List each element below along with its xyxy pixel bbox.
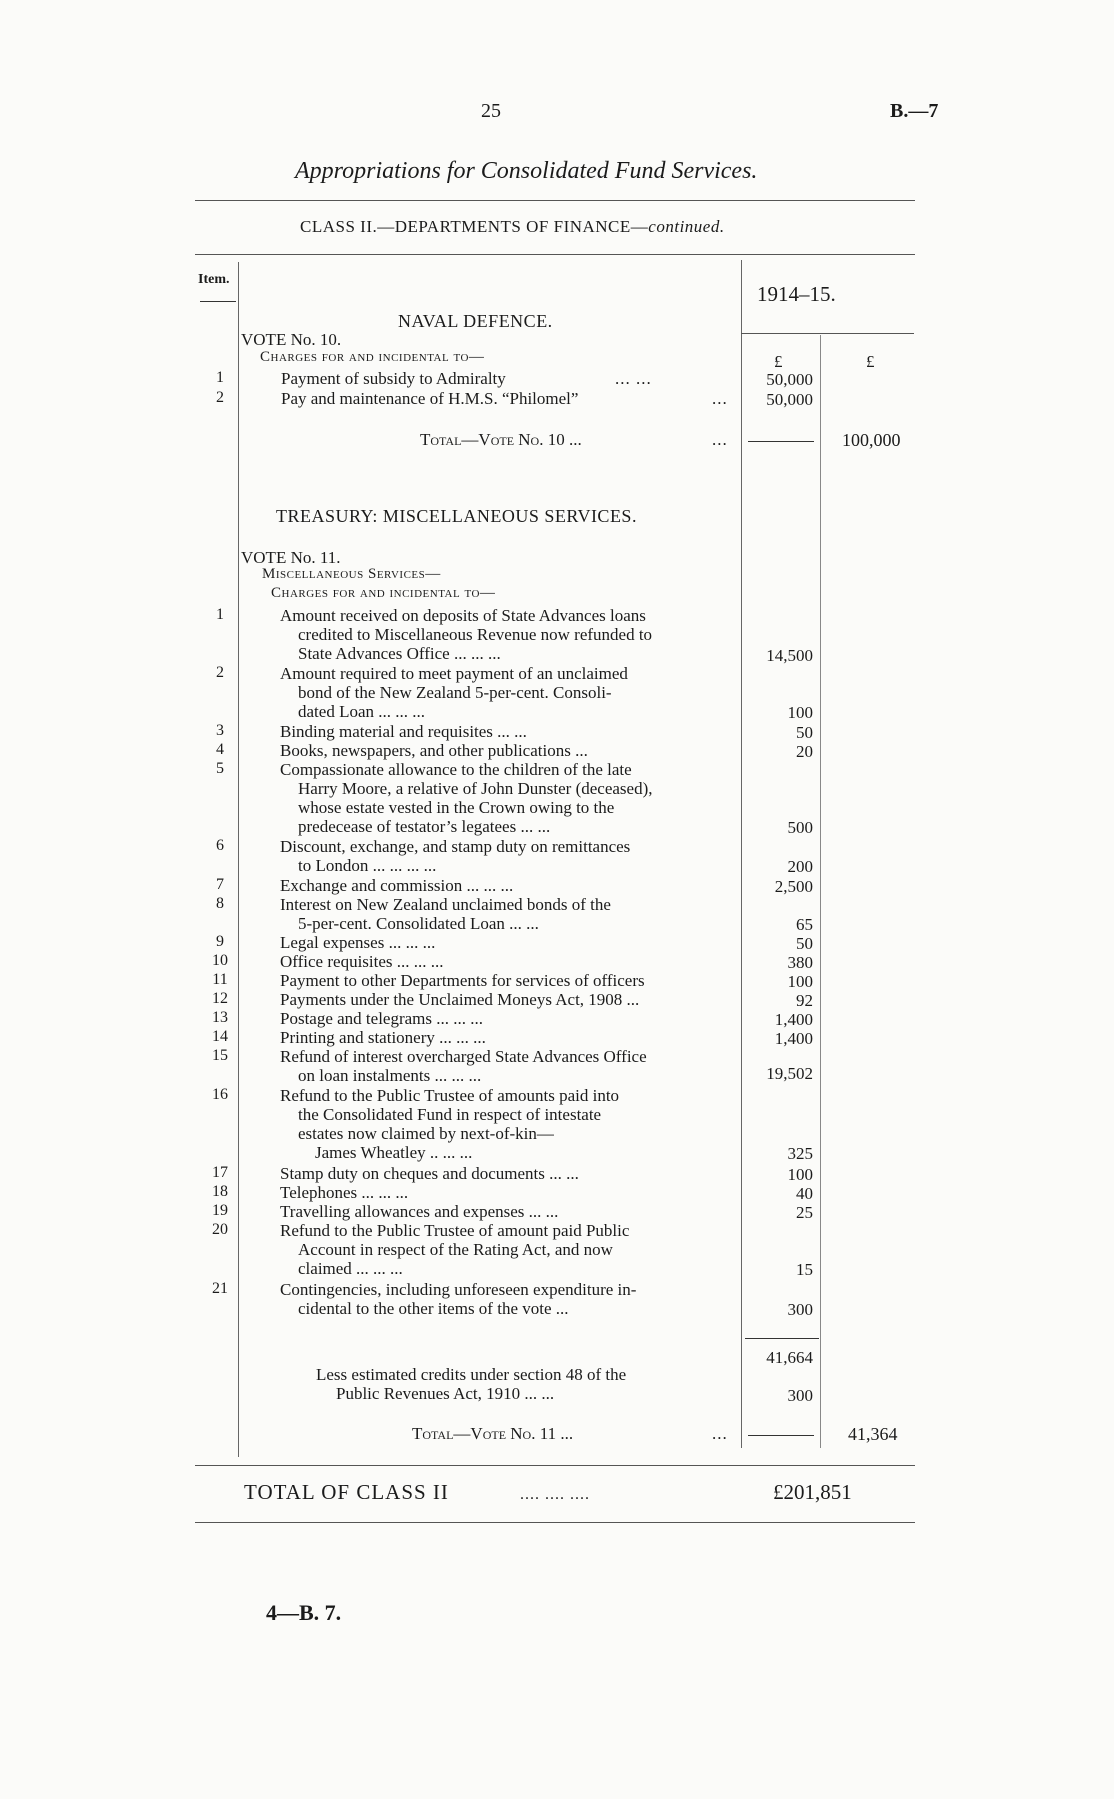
treasury-item-description-line: Payments under the Unclaimed Moneys Act, 1908 ...: [280, 990, 640, 1009]
item-column-label: Item.: [198, 272, 230, 287]
vote-10-total-dash: [748, 441, 814, 442]
treasury-item-amount: 100: [787, 1165, 813, 1184]
vote-11-label: VOTE No. 11.: [241, 548, 341, 567]
treasury-heading: TREASURY: MISCELLANEOUS SERVICES.: [276, 506, 637, 526]
treasury-item-description-line: whose estate vested in the Crown owing to the: [298, 798, 615, 817]
treasury-item-description-line: the Consolidated Fund in respect of intestate: [298, 1105, 602, 1124]
naval-item-number: 2: [216, 389, 224, 406]
treasury-item-number: 5: [216, 760, 224, 777]
treasury-item-description-line: Amount received on deposits of State Advances loans: [280, 606, 646, 625]
treasury-item-description-line: Printing and stationery ... ... ...: [280, 1028, 486, 1047]
treasury-item-description-line: on loan instalments ... ... ...: [298, 1066, 482, 1085]
treasury-item-number: 14: [212, 1028, 228, 1045]
pound-sign-1: £: [774, 352, 783, 371]
naval-item-description: Pay and maintenance of H.M.S. “Philomel”: [281, 389, 579, 408]
treasury-item-description-line: Office requisites ... ... ...: [280, 952, 444, 971]
vote-11-total-amount: 41,364: [848, 1424, 898, 1444]
treasury-item-description-line: to London ... ... ... ...: [298, 856, 437, 875]
treasury-item-description-line: Legal expenses ... ... ...: [280, 933, 436, 952]
treasury-item-description-line: State Advances Office ... ... ...: [298, 644, 501, 663]
treasury-item-number: 7: [216, 876, 224, 893]
treasury-item-number: 1: [216, 606, 224, 623]
treasury-item-amount: 50: [796, 723, 813, 742]
treasury-item-description-line: Travelling allowances and expenses ... ...: [280, 1202, 559, 1221]
treasury-item-description-line: Payment to other Departments for services of officers: [280, 971, 645, 990]
treasury-item-description-line: James Wheatley .. ... ...: [315, 1143, 473, 1162]
subtotal-rule: [745, 1338, 819, 1339]
treasury-item-description-line: Contingencies, including unforeseen expenditure in-: [280, 1280, 637, 1299]
credits-line-1: Less estimated credits under section 48 of the: [316, 1365, 627, 1384]
treasury-item-description-line: credited to Miscellaneous Revenue now refunded to: [298, 625, 653, 644]
treasury-item-amount: 65: [796, 915, 813, 934]
treasury-item-number: 2: [216, 664, 224, 681]
class-total-label: TOTAL OF CLASS II: [244, 1480, 449, 1504]
vote-10-label: VOTE No. 10.: [241, 330, 342, 349]
treasury-item-description-line: Stamp duty on cheques and documents ... ...: [280, 1164, 579, 1183]
treasury-item-description-line: Exchange and commission ... ... ...: [280, 876, 514, 895]
page-title: Appropriations for Consolidated Fund Services.: [295, 158, 758, 184]
treasury-item-amount: 14,500: [766, 646, 813, 665]
treasury-item-amount: 1,400: [774, 1029, 813, 1048]
class-heading-continued: continued.: [648, 217, 725, 236]
naval-charges-label: Charges for and incidental to—: [260, 349, 485, 365]
treasury-item-number: 4: [216, 741, 224, 758]
class-total-bottom-rule: [195, 1522, 915, 1523]
treasury-item-amount: 25: [796, 1203, 813, 1222]
treasury-item-amount: 500: [787, 818, 813, 837]
treasury-item-number: 16: [212, 1086, 228, 1103]
class-total-top-rule: [195, 1465, 915, 1466]
naval-item-amount: 50,000: [766, 370, 813, 389]
naval-item-description: Payment of subsidy to Admiralty: [281, 369, 506, 388]
treasury-item-number: 12: [212, 990, 228, 1007]
treasury-item-description-line: Refund to the Public Trustee of amounts paid into: [280, 1086, 620, 1105]
treasury-item-number: 19: [212, 1202, 228, 1219]
treasury-item-amount: 200: [787, 857, 813, 876]
treasury-item-description-line: Refund to the Public Trustee of amount paid Public: [280, 1221, 630, 1240]
treasury-item-description-line: Account in respect of the Rating Act, and now: [298, 1240, 613, 1259]
class-heading-main: CLASS II.—DEPARTMENTS OF FINANCE—: [300, 217, 649, 236]
treasury-item-description-line: dated Loan ... ... ...: [298, 702, 425, 721]
class-total-amount: £201,851: [773, 1480, 852, 1504]
subtotal-amount: 41,664: [766, 1348, 813, 1367]
treasury-item-number: 3: [216, 722, 224, 739]
treasury-item-amount: 15: [796, 1260, 813, 1279]
title-rule: [195, 200, 915, 201]
vote-10-total-label: Total—Vote No. 10 ...: [420, 430, 582, 449]
treasury-item-description-line: Harry Moore, a relative of John Dunster (deceased),: [298, 779, 653, 798]
treasury-item-description-line: Postage and telegrams ... ... ...: [280, 1009, 484, 1028]
treasury-item-number: 15: [212, 1047, 228, 1064]
vote-10-total-dots: ...: [712, 430, 728, 449]
treasury-item-description-line: 5-per-cent. Consolidated Loan ... ...: [298, 914, 539, 933]
printer-signature: 4—B. 7.: [266, 1600, 342, 1625]
treasury-item-number: 17: [212, 1164, 228, 1181]
treasury-item-number: 18: [212, 1183, 228, 1200]
vote-11-total-dots: ...: [712, 1424, 728, 1443]
treasury-item-amount: 20: [796, 742, 813, 761]
treasury-item-amount: 380: [787, 953, 813, 972]
vote-11-total-dash: [748, 1435, 814, 1436]
treasury-item-amount: 40: [796, 1184, 813, 1203]
treasury-item-description-line: Interest on New Zealand unclaimed bonds of the: [280, 895, 611, 914]
vote-10-total-amount: 100,000: [842, 430, 901, 450]
naval-item-amount: 50,000: [766, 390, 813, 409]
class-heading: [300, 217, 725, 237]
treasury-item-amount: 1,400: [774, 1010, 813, 1029]
treasury-item-description-line: Telephones ... ... ...: [280, 1183, 409, 1202]
naval-item-dots: ... ...: [615, 369, 652, 388]
amount-column-divider: [741, 260, 742, 1448]
treasury-item-amount: 19,502: [766, 1064, 813, 1083]
treasury-item-description-line: Binding material and requisites ... ...: [280, 722, 527, 741]
year-rule: [741, 333, 914, 334]
treasury-item-amount: 100: [787, 972, 813, 991]
treasury-item-description-line: estates now claimed by next-of-kin—: [298, 1124, 554, 1143]
vote-11-total-label: Total—Vote No. 11 ...: [412, 1424, 574, 1443]
pound-sign-2: £: [866, 352, 875, 371]
table-top-rule: [195, 254, 915, 255]
treasury-item-amount: 92: [796, 991, 813, 1010]
treasury-item-number: 21: [212, 1280, 228, 1297]
treasury-item-amount: 2,500: [774, 877, 813, 896]
treasury-item-amount: 50: [796, 934, 813, 953]
page-number: 25: [481, 100, 501, 122]
total-column-divider: [820, 335, 821, 1448]
item-label-rule: [200, 301, 236, 302]
item-column-divider: [238, 262, 239, 1457]
treasury-item-description-line: cidental to the other items of the vote ...: [298, 1299, 569, 1318]
treasury-item-number: 6: [216, 837, 224, 854]
credits-line-2: Public Revenues Act, 1910 ... ...: [336, 1384, 555, 1403]
treasury-item-description-line: predecease of testator’s legatees ... ...: [298, 817, 551, 836]
credits-amount: 300: [787, 1386, 813, 1405]
class-total-dots: .... .... ....: [520, 1486, 590, 1503]
naval-item-number: 1: [216, 369, 224, 386]
treasury-item-description-line: bond of the New Zealand 5-per-cent. Consoli-: [298, 683, 612, 702]
treasury-item-number: 9: [216, 933, 224, 950]
treasury-item-amount: 325: [787, 1144, 813, 1163]
treasury-item-amount: 100: [787, 703, 813, 722]
treasury-item-description-line: claimed ... ... ...: [298, 1259, 403, 1278]
treasury-item-number: 11: [212, 971, 228, 988]
treasury-item-amount: 300: [787, 1300, 813, 1319]
treasury-charges-label: Charges for and incidental to—: [271, 585, 496, 601]
treasury-item-description-line: Refund of interest overcharged State Advances Office: [280, 1047, 647, 1066]
treasury-item-description-line: Amount required to meet payment of an unclaimed: [280, 664, 628, 683]
treasury-item-description-line: Compassionate allowance to the children of the late: [280, 760, 632, 779]
treasury-item-description-line: Books, newspapers, and other publications ...: [280, 741, 588, 760]
treasury-item-number: 13: [212, 1009, 228, 1026]
treasury-item-number: 20: [212, 1221, 228, 1238]
document-reference: B.—7: [890, 100, 939, 122]
treasury-item-description-line: Discount, exchange, and stamp duty on remittances: [280, 837, 631, 856]
naval-defence-heading: NAVAL DEFENCE.: [398, 311, 553, 331]
treasury-item-number: 8: [216, 895, 224, 912]
year-heading: 1914–15.: [757, 282, 836, 306]
treasury-item-number: 10: [212, 952, 228, 969]
naval-item-dots: ...: [712, 389, 728, 408]
misc-services-label: Miscellaneous Services—: [262, 566, 441, 582]
